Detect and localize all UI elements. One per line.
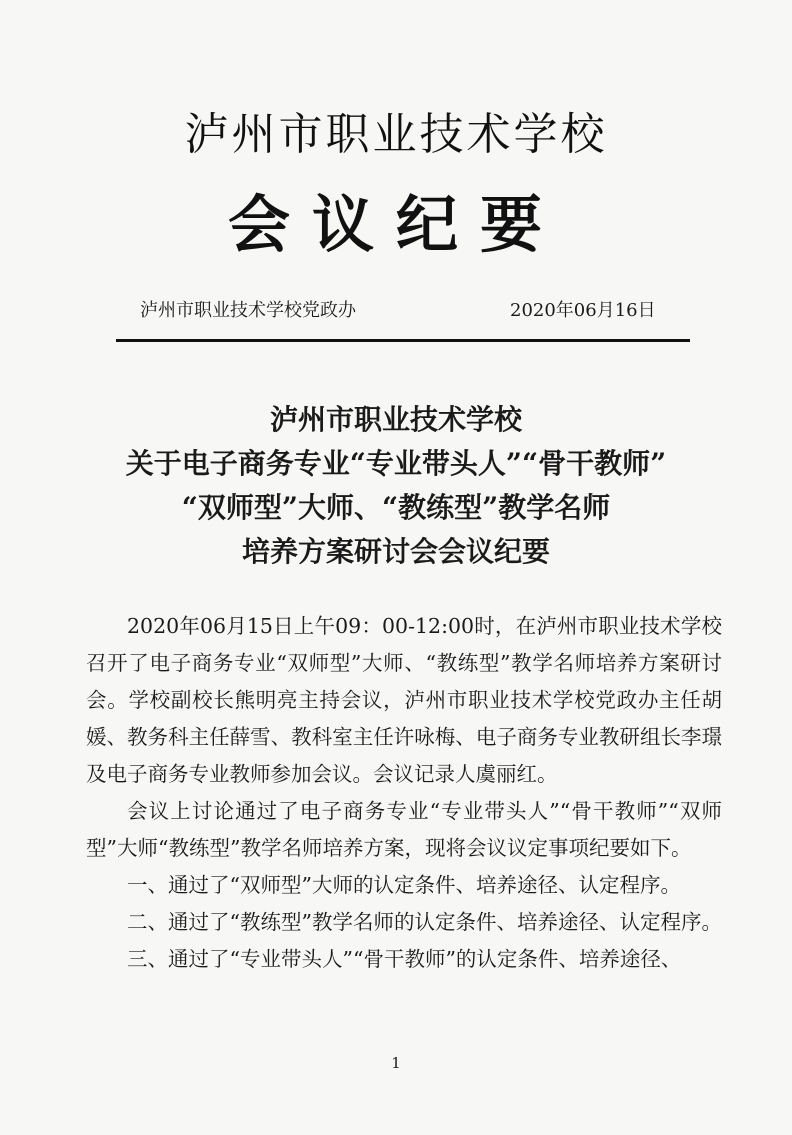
org-name-header: 泸州市职业技术学校 [184,109,608,160]
title-line: 关于电子商务专业“专业带头人”“骨干教师” [125,447,667,480]
body-paragraph: 会议上讨论通过了电子商务专业“专业带头人”“骨干教师”“双师型”大师“教练型”教学名师培养方案，现将会议议定事项纪要如下。 [86,799,722,860]
issuing-office: 泸州市职业技术学校党政办 [140,300,356,321]
title-line: 泸州市职业技术学校 [269,403,522,436]
resolution-item: 三、通过了“专业带头人”“骨干教师”的认定条件、培养途径、 [127,947,682,971]
resolution-item: 一、通过了“双师型”大师的认定条件、培养途径、认定程序。 [127,873,681,897]
document-title [0,398,792,574]
title-line: “双师型”大师、“教练型”教学名师 [181,491,611,524]
title-line: 培养方案研讨会会议纪要 [241,535,550,568]
header-divider [116,339,690,342]
body-paragraph: 2020年06月15日上午09：00-12:00时，在泸州市职业技术学校召开了电子商务专业“双师型”大师、“教练型”教学名师培养方案研讨会。学校副校长熊明亮主持会议，泸州市职业技术学校党政办主任胡媛、教务科主任薛雪、教科室主任许咏梅、电子商务专业教研组长李璟及电子商务专业教师参加会议。会议记录人虞丽红。 [86,614,722,786]
issue-date: 2020年06月16日 [510,300,656,321]
page-number: 1 [391,1054,401,1072]
resolution-item: 二、通过了“教练型”教学名师的认定条件、培养途径、认定程序。 [127,910,722,934]
body-text [86,608,722,978]
document-type-heading: 会议纪要 [227,188,564,261]
